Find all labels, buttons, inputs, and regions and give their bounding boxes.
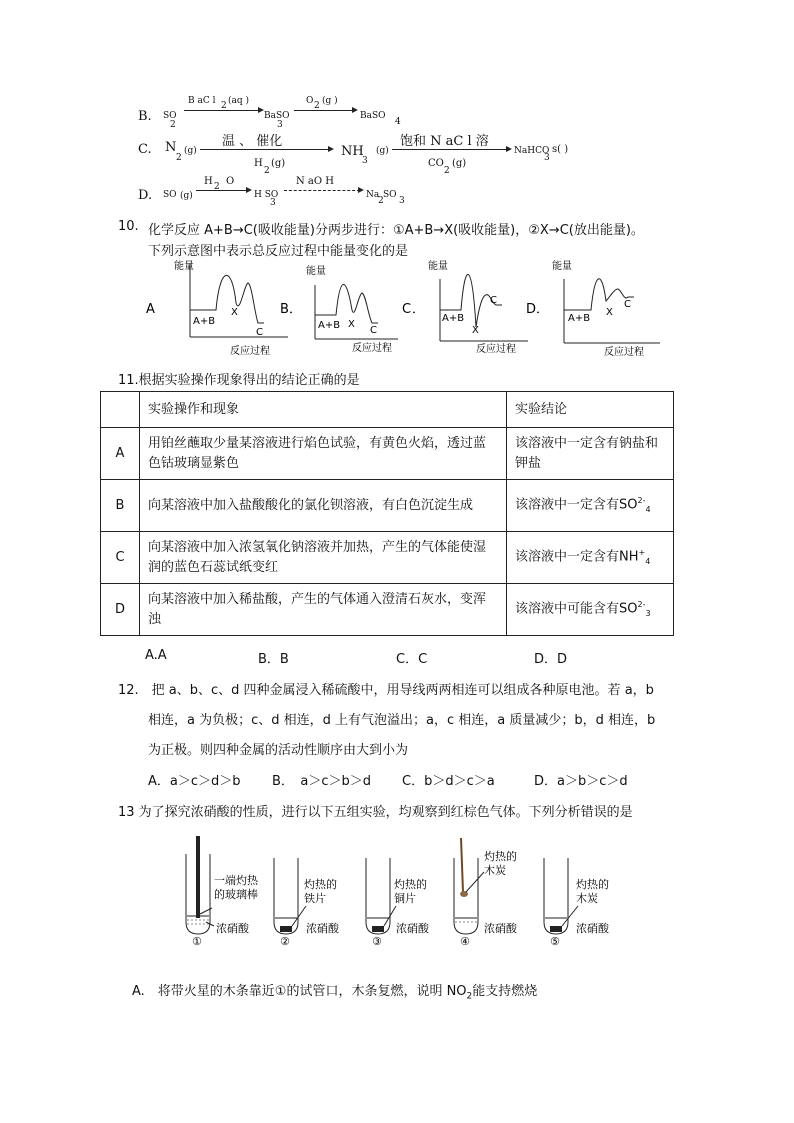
table-row: D 向某溶液中加入稀盐酸，产生的气体通入澄清石灰水，变浑浊 该溶液中可能含有$SO^{2-}_3$: [101, 584, 674, 636]
table-header-row: 实验操作和现象 实验结论: [101, 392, 674, 428]
q13-title: 13 为了探究浓硝酸的性质，进行以下五组实验，均观察到红棕色气体。下列分析错误的是: [118, 805, 633, 820]
svg-text:④: ④: [460, 935, 470, 946]
svg-text:能量: 能量: [552, 261, 572, 272]
svg-text:浓硝酸: 浓硝酸: [216, 922, 249, 935]
svg-text:浓硝酸: 浓硝酸: [484, 922, 517, 935]
svg-text:D: D: [526, 302, 537, 317]
svg-text:反应过程: 反应过程: [352, 343, 392, 354]
svg-text:②: ②: [280, 935, 290, 946]
energy-diagram-d: [526, 259, 660, 358]
copper-sheet: [372, 926, 384, 932]
svg-text:X: X: [348, 319, 355, 330]
energy-diagram-c: [402, 259, 528, 355]
svg-text:A+B: A+B: [193, 316, 216, 327]
svg-text:浓硝酸: 浓硝酸: [576, 922, 609, 935]
reaction-arrow: [294, 110, 354, 111]
svg-text:①: ①: [192, 935, 202, 946]
q10-energy-diagrams: [140, 255, 700, 365]
test-tube-4: [454, 838, 518, 946]
option-label: B.: [138, 109, 152, 124]
charcoal: [460, 891, 468, 897]
energy-diagram-a: [146, 259, 288, 357]
svg-text:铁片: 铁片: [304, 892, 326, 905]
q12-line1: 12. 把 a、b、c、d 四种金属浸入稀硫酸中，用导线两两相连可以组成各种原电池。若 a，b: [118, 683, 654, 698]
table-row: B 向某溶液中加入盐酸酸化的氯化钡溶液，有白色沉淀生成 该溶液中一定含有$SO^{2-}_4$: [101, 480, 674, 532]
svg-text:C: C: [402, 302, 412, 317]
svg-text:灼热的: 灼热的: [484, 850, 517, 863]
test-tube-3: [366, 858, 430, 946]
svg-text:反应过程: 反应过程: [476, 344, 516, 355]
svg-text:反应过程: 反应过程: [604, 347, 644, 358]
svg-text:一端灼热: 一端灼热: [214, 874, 258, 887]
svg-text:A+B: A+B: [442, 313, 465, 324]
svg-text:A: A: [146, 302, 155, 317]
q10-text-line1: 化学反应 A+B→C(吸收能量)分两步进行：①A+B→X(吸收能量)，②X→C(放出能量)。: [148, 223, 644, 238]
table-row: C 向某溶液中加入浓氢氧化钠溶液并加热，产生的气体能使湿润的蓝色石蕊试纸变红 该溶液中一定含有$NH^+_4$: [101, 532, 674, 584]
q12-line3: 为正极。则四种金属的活动性顺序由大到小为: [148, 743, 409, 758]
q13-option-a: A. 将带火星的木条靠近①的试管口，木条复燃，说明 $NO_2$能支持燃烧: [132, 984, 538, 1002]
svg-text:B: B: [280, 302, 289, 317]
reaction-arrow: [184, 110, 260, 111]
q11-title: 11.根据实验操作现象得出的结论正确的是: [118, 373, 360, 388]
svg-text:X: X: [606, 307, 613, 318]
q12-line2: 相连，a 为负极；c、d 相连，d 上有气泡溢出；a，c 相连，a 质量减少；b，d 相连，b: [148, 713, 656, 728]
energy-diagram-b: [280, 264, 398, 354]
svg-text:C: C: [624, 299, 631, 310]
svg-text:X: X: [231, 307, 238, 318]
test-tube-1: [186, 836, 259, 946]
q10-text-line2: 下列示意图中表示总反应过程中能量变化的是: [148, 244, 409, 259]
svg-text:．: ．: [412, 302, 426, 317]
svg-text:A+B: A+B: [568, 313, 591, 324]
svg-text:A+B: A+B: [318, 320, 341, 331]
q10-number: 10.: [118, 219, 139, 234]
svg-text:浓硝酸: 浓硝酸: [306, 922, 339, 935]
svg-text:铜片: 铜片: [394, 892, 416, 905]
svg-text:C: C: [490, 295, 497, 306]
svg-text:浓硝酸: 浓硝酸: [396, 922, 429, 935]
iron-sheet: [280, 926, 292, 932]
svg-text:③: ③: [372, 935, 382, 946]
svg-text:反应过程: 反应过程: [230, 346, 270, 357]
svg-text:能量: 能量: [428, 261, 448, 272]
svg-text:⑤: ⑤: [550, 935, 560, 946]
charcoal-piece: [550, 926, 562, 932]
svg-text:．: ．: [289, 302, 303, 317]
svg-text:木炭: 木炭: [484, 864, 506, 877]
table-row: A 用铂丝蘸取少量某溶液进行焰色试验，有黄色火焰，透过蓝色钴玻璃显紫色 该溶液中一定含有钠盐和钾盐: [101, 428, 674, 480]
svg-text:．: ．: [536, 302, 550, 317]
q13-test-tube-diagram: [170, 836, 630, 946]
svg-text:的玻璃棒: 的玻璃棒: [214, 888, 258, 901]
svg-text:灼热的: 灼热的: [394, 878, 427, 891]
svg-text:木炭: 木炭: [576, 892, 598, 905]
svg-text:能量: 能量: [306, 266, 326, 277]
glass-rod: [196, 836, 200, 918]
svg-text:灼热的: 灼热的: [304, 878, 337, 891]
test-tube-2: [274, 858, 340, 946]
svg-text:灼热的: 灼热的: [576, 878, 609, 891]
q11-table: [100, 391, 674, 636]
svg-text:C: C: [256, 327, 263, 338]
svg-text:X: X: [472, 325, 479, 336]
svg-text:C: C: [370, 325, 377, 336]
test-tube-5: [544, 858, 610, 946]
svg-text:能量: 能量: [174, 261, 194, 272]
